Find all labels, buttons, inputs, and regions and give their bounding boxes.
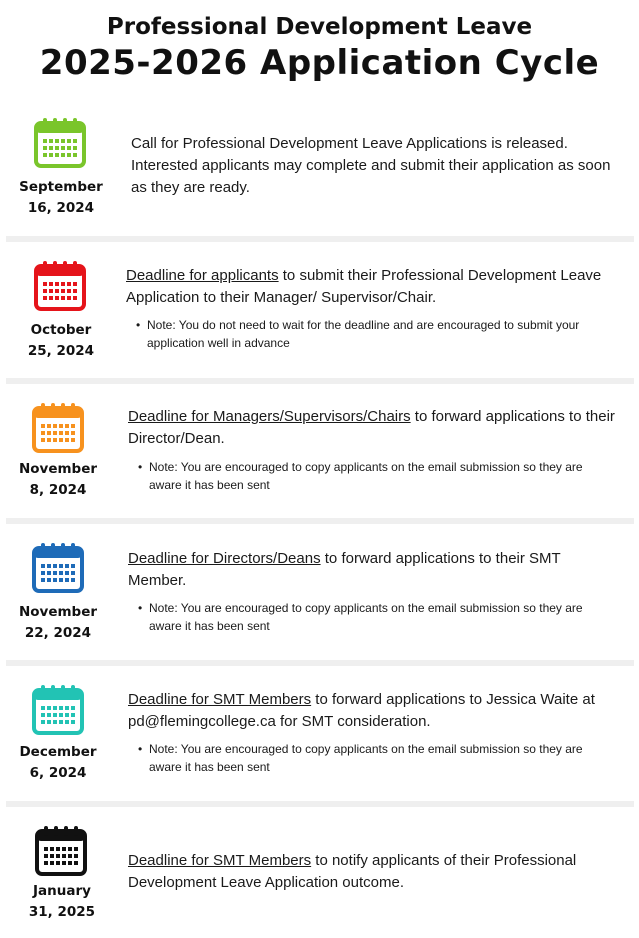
calendar-icon (34, 825, 88, 877)
entry-note: • Note: You are encouraged to copy applicants on the email submission so they are aware it has been sent (133, 599, 603, 635)
divider (6, 660, 634, 666)
divider (6, 236, 634, 242)
entry-description: Deadline for Directors/Deans to forward applications to their SMT Member. (128, 550, 561, 589)
entry-note: • Note: You do not need to wait for the deadline and are encouraged to submit your application well in advance (131, 316, 601, 352)
entry-date: January 31, 2025 (28, 883, 96, 920)
page-subtitle: 2025-2026 Application Cycle (39, 43, 600, 83)
entry-link[interactable]: Deadline for SMT Members (128, 691, 312, 708)
entry-description: Deadline for SMT Members to forward applications to Jessica Waite at pd@flemingcollege.ca for SMT consideration. (128, 691, 595, 730)
calendar-icon (31, 684, 85, 736)
entry-link[interactable]: Deadline for Managers/Supervisors/Chairs (128, 408, 411, 425)
entry-link[interactable]: Deadline for SMT Members (128, 852, 312, 869)
entry-link[interactable]: Deadline for Directors/Deans (128, 550, 321, 567)
entry-date: September 16, 2024 (19, 179, 103, 216)
entry-date: November 22, 2024 (18, 604, 98, 641)
page-title: Professional Development Leave (106, 14, 533, 40)
entry-date: October 25, 2024 (27, 322, 95, 359)
entry-description: Deadline for Managers/Supervisors/Chairs to forward applications to their Director/Dean. (128, 408, 615, 447)
entry-link[interactable]: Deadline for applicants (126, 267, 279, 284)
calendar-icon (33, 117, 87, 169)
entry-date: November 8, 2024 (18, 461, 98, 498)
calendar-icon (31, 402, 85, 454)
divider (6, 378, 634, 384)
calendar-icon (31, 542, 85, 594)
calendar-icon (33, 260, 87, 312)
divider (6, 518, 634, 524)
entry-note: • Note: You are encouraged to copy applicants on the email submission so they are aware it has been sent (133, 740, 603, 776)
entry-note: • Note: You are encouraged to copy applicants on the email submission so they are aware it has been sent (133, 458, 603, 494)
entry-description: Deadline for applicants to submit their Professional Development Leave Application to their Manager/ Supervisor/Chair. (126, 267, 602, 306)
divider (6, 801, 634, 807)
entry-date: December 6, 2024 (19, 744, 97, 781)
entry-description: Deadline for SMT Members to notify applicants of their Professional Development Leave Application outcome. (128, 852, 577, 891)
entry-description: Call for Professional Development Leave Applications is released. Interested applicants may complete and submit their application as soon as they are ready. (131, 135, 611, 196)
